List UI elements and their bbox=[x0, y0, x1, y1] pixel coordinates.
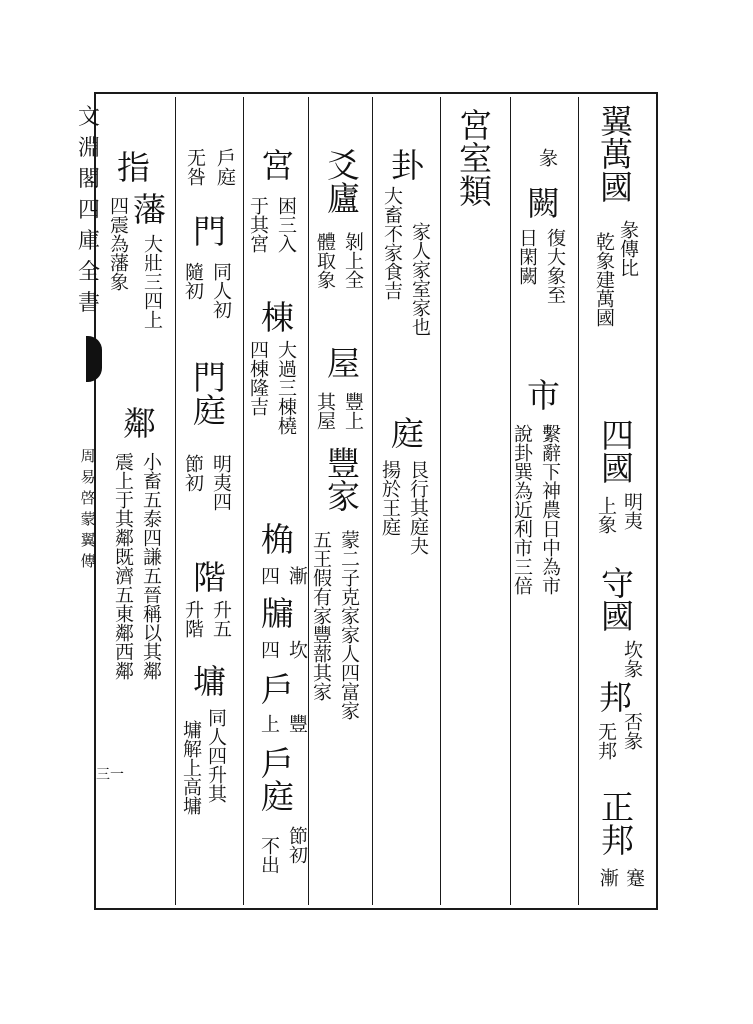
column-rule bbox=[440, 97, 441, 905]
annotation: 五王假有家豐蔀其家 bbox=[310, 530, 332, 701]
annotation: 其屋 bbox=[314, 392, 336, 430]
annotation: 繫辭下神農日中為市 bbox=[539, 424, 561, 595]
annotation: 蒙二子克家家人四富家 bbox=[338, 530, 360, 720]
annotation: 坎彖 bbox=[621, 640, 643, 678]
annotation: 小畜五泰四謙五晉稱以其鄰 bbox=[140, 452, 162, 680]
annotation: 不出 bbox=[258, 836, 280, 874]
annotation: 困三入 bbox=[275, 196, 297, 253]
main-text: 闕 bbox=[522, 186, 561, 219]
main-text: 牖 bbox=[256, 596, 295, 629]
margin-header: 文淵閣四庫全書 bbox=[78, 105, 101, 316]
annotation: 剝上全 bbox=[342, 232, 364, 289]
annotation: 坎 bbox=[286, 640, 308, 659]
main-text: 墉 bbox=[188, 664, 227, 697]
main-text: 棟 bbox=[256, 300, 295, 333]
annotation: 隨初 bbox=[182, 262, 204, 300]
main-text: 門庭 bbox=[188, 360, 227, 426]
main-text: 卦 bbox=[386, 148, 425, 181]
annotation: 同人四升其 bbox=[205, 708, 227, 803]
main-text: 桷 bbox=[256, 522, 295, 555]
main-text: 豐 家 bbox=[322, 446, 361, 512]
annotation: 明夷 bbox=[621, 492, 643, 530]
main-text: 爻 廬 bbox=[322, 148, 361, 214]
annotation: 漸 bbox=[597, 868, 619, 887]
annotation: 同人初 bbox=[210, 262, 232, 319]
column-rule bbox=[308, 97, 309, 905]
annotation: 四 bbox=[258, 566, 280, 585]
annotation: 體取象 bbox=[314, 232, 336, 289]
annotation: 乾象建萬國 bbox=[593, 232, 615, 327]
annotation: 彖 bbox=[536, 148, 558, 167]
annotation: 上 bbox=[258, 714, 280, 733]
main-text: 門 bbox=[188, 214, 227, 247]
annotation: 節初 bbox=[182, 454, 204, 492]
main-text: 指 bbox=[112, 150, 151, 183]
annotation: 于其宮 bbox=[247, 196, 269, 253]
main-text: 翼萬國 bbox=[595, 104, 634, 203]
annotation: 復大象至 bbox=[544, 228, 566, 304]
main-text: 正邦 bbox=[596, 790, 635, 856]
annotation: 明夷四 bbox=[210, 454, 232, 511]
column-rule bbox=[578, 97, 579, 905]
margin-book-title: 周易啓蒙翼傳 bbox=[80, 447, 96, 570]
annotation: 揚於王庭 bbox=[379, 460, 401, 536]
annotation: 震上于其鄰既濟五東鄰西鄰 bbox=[112, 452, 134, 680]
annotation: 家人家室家也 bbox=[409, 222, 431, 336]
main-text: 戶庭 bbox=[256, 746, 295, 812]
main-text: 屋 bbox=[322, 346, 361, 379]
annotation: 豐 bbox=[286, 714, 308, 733]
annotation: 大過三棟橈 bbox=[275, 340, 297, 435]
annotation: 大畜不家食吉 bbox=[381, 186, 403, 300]
annotation: 豐上 bbox=[342, 392, 364, 430]
annotation: 戶庭 bbox=[214, 148, 236, 186]
annotation: 大壯三四上 bbox=[141, 234, 163, 329]
annotation: 四震為藩象 bbox=[107, 196, 129, 291]
annotation: 艮行其庭夬 bbox=[407, 460, 429, 555]
text-column-1 bbox=[584, 104, 646, 203]
annotation: 漸 bbox=[286, 566, 308, 585]
annotation: 升階 bbox=[182, 600, 204, 638]
annotation: 升五 bbox=[210, 600, 232, 638]
main-text: 四國 bbox=[596, 418, 635, 484]
main-text: 守國 bbox=[596, 566, 635, 632]
page-number: 三一 bbox=[96, 767, 124, 783]
annotation: 否彖 bbox=[621, 712, 643, 750]
main-text: 庭 bbox=[386, 416, 425, 449]
section-heading: 宮室類 bbox=[454, 108, 493, 207]
main-text: 戶 bbox=[256, 672, 295, 705]
main-text: 宮 bbox=[256, 148, 295, 181]
annotation: 日閑闕 bbox=[516, 228, 538, 285]
annotation: 節初 bbox=[286, 826, 308, 864]
annotation: 蹇 bbox=[623, 868, 645, 887]
annotation: 四棟隆吉 bbox=[247, 340, 269, 416]
main-text: 市 bbox=[522, 378, 561, 411]
main-text: 階 bbox=[188, 560, 227, 593]
annotation: 彖傳比 bbox=[617, 220, 639, 277]
annotation: 无邦 bbox=[595, 722, 617, 760]
main-text: 鄰 bbox=[118, 406, 157, 439]
annotation: 四 bbox=[258, 640, 280, 659]
annotation: 上象 bbox=[595, 496, 617, 534]
main-text: 邦 bbox=[594, 680, 633, 713]
annotation: 无咎 bbox=[184, 148, 206, 186]
fishtail-mark bbox=[86, 336, 102, 382]
main-text: 藩 bbox=[128, 192, 167, 225]
annotation: 墉解上高墉 bbox=[180, 720, 202, 815]
annotation: 說卦巽為近利市三倍 bbox=[511, 424, 533, 595]
